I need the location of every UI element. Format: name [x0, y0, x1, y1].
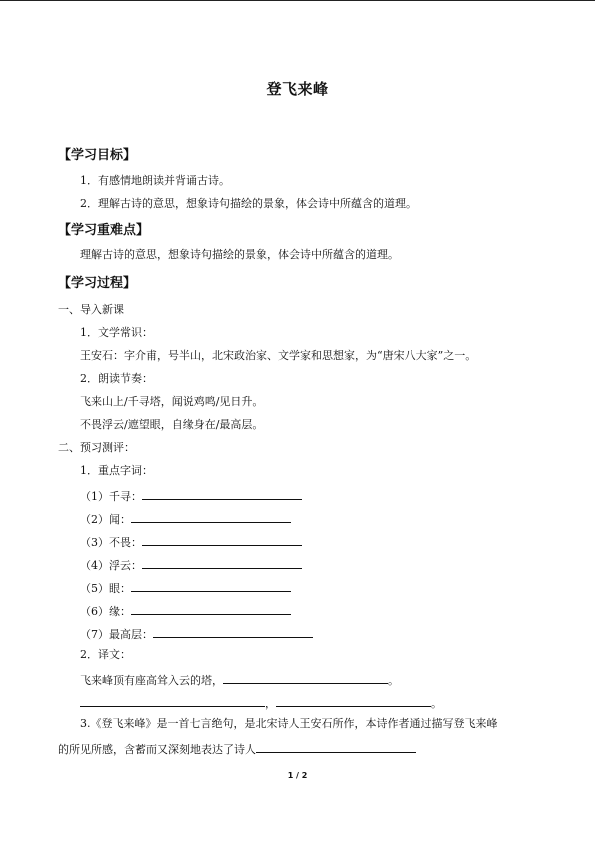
goal-2: 2．理解古诗的意思，想象诗句描绘的景象，体会诗中所蕴含的道理。	[80, 197, 417, 210]
word-item-label: （5）眼：	[80, 582, 131, 595]
punctuation: 。	[431, 697, 442, 710]
answer-blank[interactable]	[142, 487, 302, 500]
question-3-line-2	[58, 740, 416, 757]
word-item-label: （6）缘：	[80, 605, 131, 618]
heading-goals: 【学习目标】	[58, 148, 137, 163]
translation-label: 2．译文：	[80, 648, 131, 661]
key-points-text: 理解古诗的意思，想象诗句描绘的景象，体会诗中所蕴含的道理。	[80, 248, 399, 261]
word-item	[80, 579, 291, 596]
word-item	[80, 602, 291, 619]
word-item-label: （2）闻：	[80, 513, 131, 526]
part-preview: 二、预习测评：	[58, 441, 135, 454]
word-item-label: （7）最高层：	[80, 628, 153, 641]
literature-text: 王安石：字介甫，号半山，北宋政治家、文学家和思想家，为“唐宋八大家”之一。	[80, 349, 477, 362]
literature-label: 1．文学常识：	[80, 326, 153, 339]
answer-blank[interactable]	[223, 671, 388, 684]
word-item-label: （3）不畏：	[80, 536, 142, 549]
word-item	[80, 556, 302, 573]
punctuation: ，	[265, 697, 276, 710]
answer-blank[interactable]	[131, 602, 291, 615]
answer-blank[interactable]	[131, 579, 291, 592]
word-item-label: （1）千寻：	[80, 490, 142, 503]
page-top-border	[0, 0, 595, 1]
question-3-line-1: 3.《登飞来峰》是一首七言绝句，是北宋诗人王安石所作，本诗作者通过描写登飞来峰	[80, 717, 498, 730]
translation-line-2	[80, 694, 442, 711]
page-title: 登飞来峰	[266, 80, 329, 98]
answer-blank[interactable]	[276, 694, 431, 707]
rhythm-line-1: 飞来山上/千寻塔，闻说鸡鸣/见日升。	[80, 395, 264, 408]
goal-1: 1．有感情地朗读并背诵古诗。	[80, 174, 230, 187]
answer-blank[interactable]	[142, 556, 302, 569]
word-item	[80, 533, 302, 550]
answer-blank[interactable]	[80, 694, 265, 707]
word-item	[80, 487, 302, 504]
translation-text: 飞来峰顶有座高耸入云的塔，	[80, 674, 223, 687]
rhythm-line-2: 不畏浮云/遮望眼，自缘身在/最高层。	[80, 418, 264, 431]
heading-process: 【学习过程】	[58, 276, 137, 291]
word-item	[80, 510, 291, 527]
question-3-text: 的所见所感，含蓄而又深刻地表达了诗人	[58, 743, 256, 756]
key-words-label: 1．重点字词：	[80, 464, 153, 477]
answer-blank[interactable]	[256, 740, 416, 753]
word-item-label: （4）浮云：	[80, 559, 142, 572]
translation-line-1	[80, 671, 399, 688]
punctuation: 。	[388, 674, 399, 687]
answer-blank[interactable]	[153, 625, 313, 638]
rhythm-label: 2．朗读节奏：	[80, 372, 153, 385]
part-intro: 一、导入新课	[58, 303, 124, 316]
answer-blank[interactable]	[142, 533, 302, 546]
answer-blank[interactable]	[131, 510, 291, 523]
page-number: 1 / 2	[287, 771, 308, 780]
heading-key-points: 【学习重难点】	[58, 223, 150, 238]
word-item	[80, 625, 313, 642]
